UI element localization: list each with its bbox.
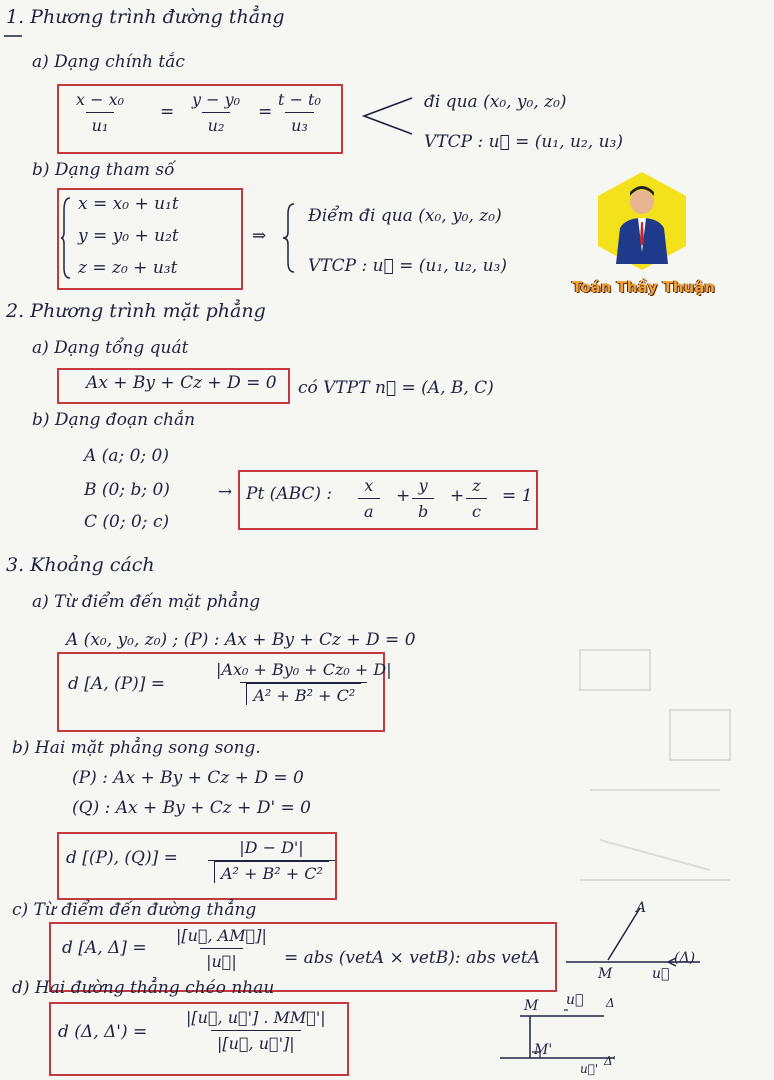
parametric-line-y: y = y₀ + u₂t (78, 226, 179, 246)
part-2b-label: b) Dạng đoạn chắn (32, 410, 196, 430)
point-plane-numerator: |Ax₀ + By₀ + Cz₀ + D| (216, 660, 392, 679)
section-1-number-underline (4, 34, 24, 38)
canonical-note-point: đi qua (x₀, y₀, z₀) (424, 92, 567, 112)
point-plane-given: A (x₀, y₀, z₀) ; (P) : Ax + By + Cz + D = 0 (66, 630, 416, 650)
parametric-line-z: z = z₀ + u₃t (78, 258, 178, 278)
part-1a-label: a) Dạng chính tắc (32, 52, 185, 72)
point-plane-denominator-wrap (240, 682, 367, 705)
intercept-point-a: A (a; 0; 0) (84, 446, 169, 466)
point-line-denominator: |u⃗| (200, 948, 243, 971)
logo-text: Toán Thầy Thuận (572, 278, 715, 296)
skew-lines-fraction (180, 1008, 332, 1053)
parametric-note-vector: VTCP : u⃗ = (u₁, u₂, u₃) (308, 256, 507, 276)
part-1b-label: b) Dạng tham số (32, 160, 175, 180)
point-plane-lhs: d [A, (P)] = (68, 674, 165, 694)
plane-plane-numerator: |D − D'| (239, 838, 304, 857)
figure-c-line-label: (Δ) (674, 950, 696, 966)
skew-lines-denominator: |[u⃗, u⃗']| (211, 1030, 301, 1053)
point-plane-denominator: A² + B² + C² (246, 683, 361, 705)
skew-lines-numerator: |[u⃗, u⃗'] . MM⃗'| (186, 1008, 326, 1027)
canonical-t-denominator: u₃ (285, 112, 314, 135)
part-3d-label: d) Hai đường thẳng chéo nhau (12, 978, 275, 998)
intercept-rhs: = 1 (502, 486, 533, 506)
figure-c-point-m: M (598, 966, 613, 982)
intercept-plus-1: + (396, 486, 411, 506)
canonical-y-numerator: y − y₀ (192, 90, 241, 109)
intercept-term-z-num: z (472, 476, 481, 495)
figure-d-vector-u2: u⃗' (580, 1062, 599, 1076)
intercept-term-x (358, 476, 380, 521)
point-line-figure (560, 896, 710, 986)
point-line-fraction (170, 926, 273, 971)
parametric-implies-arrow: ⇒ (252, 226, 267, 246)
parallel-plane-q: (Q) : Ax + By + Cz + D' = 0 (72, 798, 311, 818)
canonical-t-numerator: t − t₀ (278, 90, 321, 109)
part-2a-label: a) Dạng tổng quát (32, 338, 189, 358)
plane-plane-denominator: A² + B² + C² (214, 861, 329, 883)
intercept-term-x-num: x (364, 476, 374, 495)
intercept-term-y (412, 476, 434, 521)
point-line-numerator: |[u⃗, AM⃗]| (176, 926, 267, 945)
section-1-title: 1. Phương trình đường thẳng (6, 6, 285, 28)
intercept-plus-2: + (450, 486, 465, 506)
figure-c-point-a: A (636, 900, 647, 916)
section-3-title: 3. Khoảng cách (6, 554, 155, 576)
part-3a-label: a) Từ điểm đến mặt phẳng (32, 592, 261, 612)
intercept-point-b: B (0; b; 0) (84, 480, 170, 500)
part-3c-label: c) Từ điểm đến đường thẳng (12, 900, 257, 920)
canonical-equals-2: = (258, 102, 273, 122)
canonical-fraction-t (272, 90, 327, 135)
parametric-line-x: x = x₀ + u₁t (78, 194, 179, 214)
plane-plane-fraction (208, 838, 335, 883)
parallel-plane-p: (P) : Ax + By + Cz + D = 0 (72, 768, 304, 788)
canonical-y-denominator: u₂ (202, 112, 231, 135)
angle-bracket-icon (360, 96, 416, 136)
intercept-term-z (466, 476, 487, 521)
skew-lines-lhs: d (Δ, Δ') = (58, 1022, 148, 1042)
intercept-point-c: C (0; 0; c) (84, 512, 170, 532)
parametric-note-point: Điểm đi qua (x₀, y₀, z₀) (308, 206, 502, 226)
plane-plane-lhs: d [(P), (Q)] = (66, 848, 178, 868)
canonical-note-vector: VTCP : u⃗ = (u₁, u₂, u₃) (424, 132, 623, 152)
intercept-equation-prefix: Pt (ABC) : (246, 484, 333, 504)
canonical-x-numerator: x − x₀ (76, 90, 125, 109)
figure-d-line-2: Δ' (604, 1054, 616, 1068)
point-line-abs-note: = abs (vetA × vetB): abs vetA (284, 948, 540, 968)
figure-d-point-m2: M' (534, 1042, 553, 1058)
general-plane-equation: Ax + By + Cz + D = 0 (86, 373, 277, 393)
figure-d-point-m: M (524, 998, 539, 1014)
canonical-fraction-y (186, 90, 246, 135)
parametric-brace (62, 196, 72, 280)
plane-plane-denominator-wrap (208, 860, 335, 883)
point-plane-fraction (210, 660, 398, 705)
section-2-title: 2. Phương trình mặt phẳng (6, 300, 266, 322)
canonical-equals-1: = (160, 102, 175, 122)
parametric-note-brace (282, 202, 296, 274)
intercept-term-y-num: y (418, 476, 428, 495)
general-plane-normal-note: có VTPT n⃗ = (A, B, C) (298, 378, 494, 398)
intercept-term-y-den: b (412, 498, 434, 521)
intercept-term-z-den: c (466, 498, 487, 521)
figure-d-vector-u: u⃗ (566, 992, 584, 1008)
canonical-fraction-x (70, 90, 130, 135)
teacher-portrait-icon (598, 172, 686, 270)
intercept-arrow: → (218, 482, 233, 502)
intercept-term-x-den: a (358, 498, 380, 521)
part-3b-label: b) Hai mặt phẳng song song. (12, 738, 261, 758)
background-watermark (560, 640, 750, 900)
figure-c-vector-u: u⃗ (652, 966, 670, 982)
point-line-lhs: d [A, Δ] = (62, 938, 147, 958)
canonical-x-denominator: u₁ (86, 112, 115, 135)
figure-d-line-1: Δ (606, 996, 615, 1010)
